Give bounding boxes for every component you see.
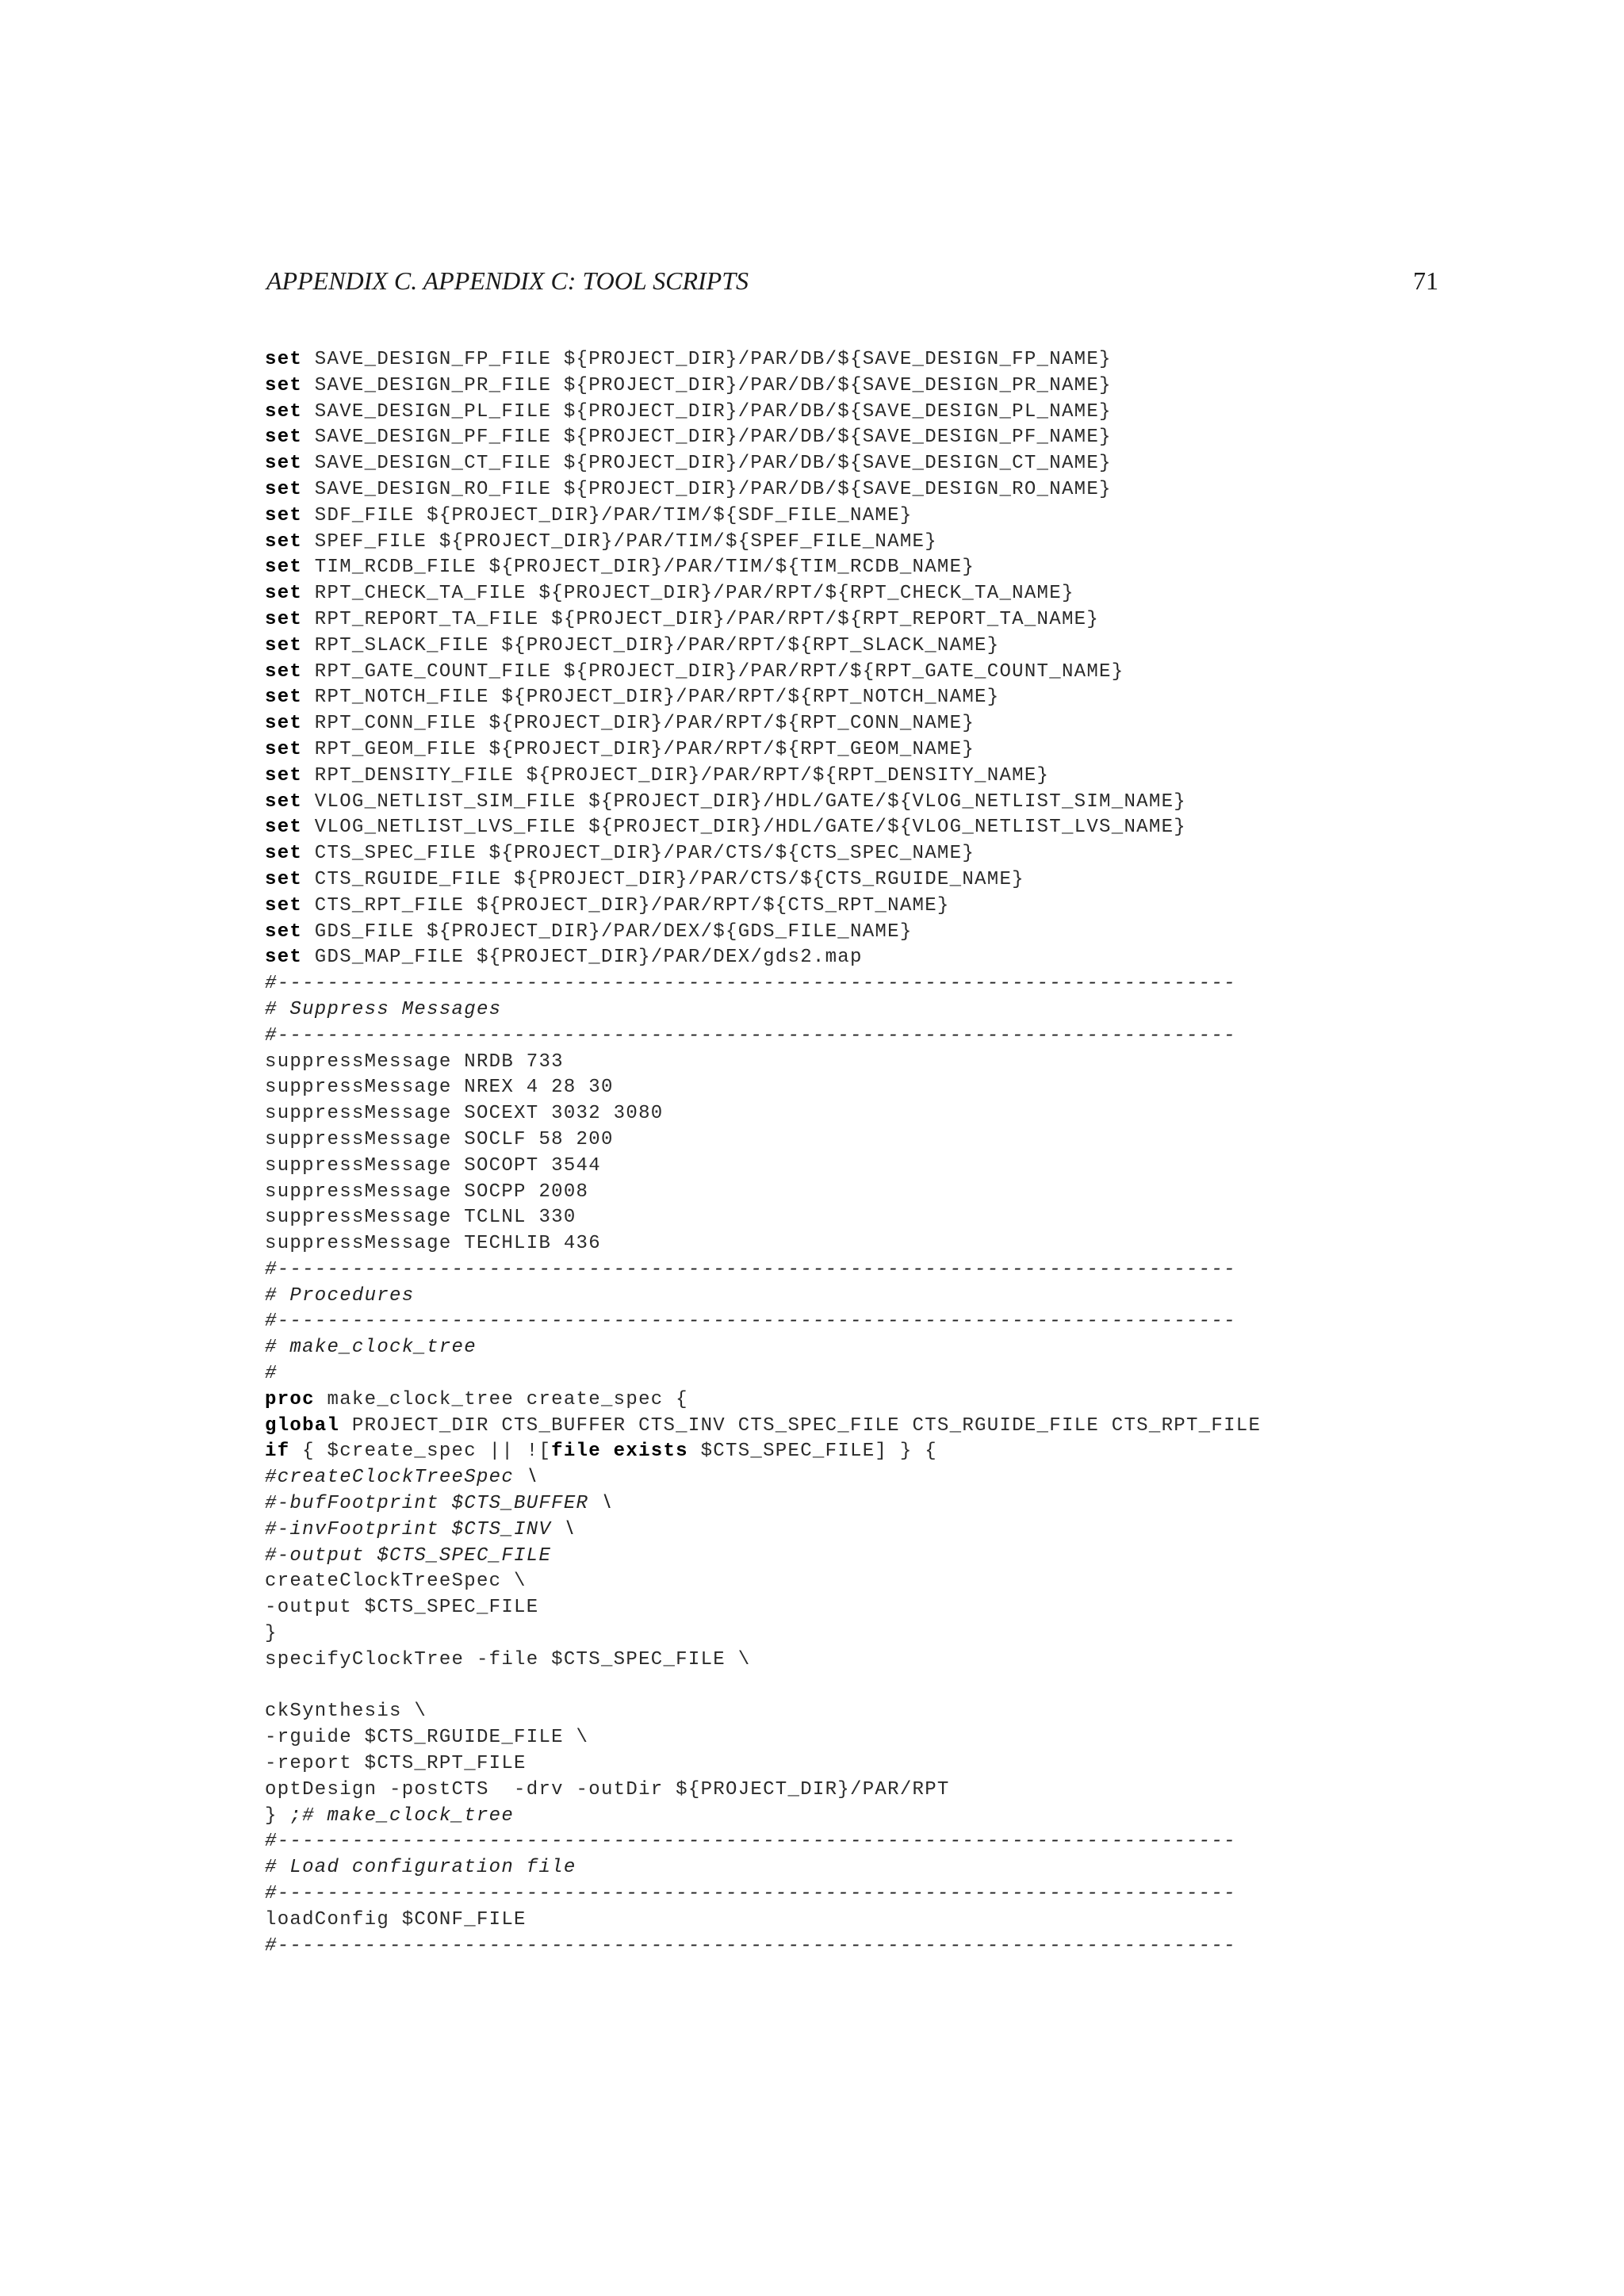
code-text: SAVE_DESIGN_RO_FILE ${PROJECT_DIR}/PAR/DB/${SAVE_DESIGN_RO_NAME} <box>302 478 1112 500</box>
code-text: SAVE_DESIGN_PL_FILE ${PROJECT_DIR}/PAR/DB/${SAVE_DESIGN_PL_NAME} <box>302 400 1112 423</box>
code-keyword: set <box>265 687 303 709</box>
code-line <box>265 1257 1261 1284</box>
code-text: loadConfig $CONF_FILE <box>265 1908 527 1931</box>
code-line <box>265 1361 1261 1387</box>
code-text: $CTS_SPEC_FILE] } { <box>688 1441 937 1463</box>
code-text: -report $CTS_RPT_FILE <box>265 1753 527 1775</box>
code-line <box>265 1647 1261 1674</box>
code-text: ckSynthesis \ <box>265 1701 427 1723</box>
code-text: SPEF_FILE ${PROJECT_DIR}/PAR/TIM/${SPEF_FILE_NAME} <box>302 530 937 553</box>
code-text: SAVE_DESIGN_CT_FILE ${PROJECT_DIR}/PAR/DB/${SAVE_DESIGN_CT_NAME} <box>302 453 1112 475</box>
code-text: RPT_GATE_COUNT_FILE ${PROJECT_DIR}/PAR/RPT/${RPT_GATE_COUNT_NAME} <box>302 660 1124 683</box>
code-keyword: set <box>265 764 303 786</box>
code-text: RPT_DENSITY_FILE ${PROJECT_DIR}/PAR/RPT/${RPT_DENSITY_NAME} <box>302 764 1050 786</box>
code-text: RPT_SLACK_FILE ${PROJECT_DIR}/PAR/RPT/${RPT_SLACK_NAME} <box>302 634 1000 656</box>
code-keyword: set <box>265 817 303 839</box>
code-line <box>265 1725 1261 1751</box>
code-text: -output $CTS_SPEC_FILE <box>265 1597 539 1619</box>
code-line <box>265 841 1261 867</box>
code-text: RPT_CHECK_TA_FILE ${PROJECT_DIR}/PAR/RPT/${RPT_CHECK_TA_NAME} <box>302 583 1074 605</box>
code-comment: #-bufFootprint $CTS_BUFFER \ <box>265 1493 614 1515</box>
code-keyword: set <box>265 660 303 683</box>
code-keyword: set <box>265 790 303 813</box>
code-keyword: set <box>265 374 303 396</box>
code-keyword: set <box>265 349 303 370</box>
code-text: make_clock_tree create_spec { <box>314 1388 688 1410</box>
code-line <box>265 1309 1261 1335</box>
code-comment: #----------------------------------------------------------------------------- <box>265 1831 1236 1853</box>
code-keyword: set <box>265 947 303 969</box>
code-comment: #----------------------------------------------------------------------------- <box>265 1258 1236 1280</box>
code-text: suppressMessage TCLNL 330 <box>265 1207 576 1229</box>
code-keyword: global <box>265 1414 340 1437</box>
code-text: suppressMessage SOCLF 58 200 <box>265 1128 614 1150</box>
code-line <box>265 1881 1261 1908</box>
code-text: suppressMessage SOCOPT 3544 <box>265 1154 601 1177</box>
code-line <box>265 1777 1261 1804</box>
code-line <box>265 1934 1261 1960</box>
code-text: SAVE_DESIGN_FP_FILE ${PROJECT_DIR}/PAR/DB/${SAVE_DESIGN_FP_NAME} <box>302 349 1112 370</box>
code-line <box>265 1517 1261 1544</box>
code-line <box>265 1621 1261 1647</box>
code-comment: # <box>265 1363 278 1385</box>
code-text: CTS_SPEC_FILE ${PROJECT_DIR}/PAR/CTS/${CTS_SPEC_NAME} <box>302 843 975 865</box>
code-line <box>265 1075 1261 1101</box>
code-line <box>265 1804 1261 1830</box>
page-header <box>266 266 1438 301</box>
code-line <box>265 1465 1261 1491</box>
code-line <box>265 607 1261 633</box>
code-line <box>265 347 1261 373</box>
code-line <box>265 997 1261 1024</box>
code-keyword: set <box>265 478 303 500</box>
code-line <box>265 477 1261 503</box>
code-keyword: set <box>265 427 303 449</box>
code-line <box>265 1908 1261 1934</box>
code-keyword: set <box>265 843 303 865</box>
code-line <box>265 790 1261 816</box>
code-line <box>265 1335 1261 1361</box>
code-line <box>265 711 1261 737</box>
code-comment: # Load configuration file <box>265 1857 576 1879</box>
code-line <box>265 451 1261 477</box>
code-comment: #----------------------------------------------------------------------------- <box>265 1934 1236 1957</box>
code-text: specifyClockTree -file $CTS_SPEC_FILE \ <box>265 1648 751 1670</box>
code-text: VLOG_NETLIST_SIM_FILE ${PROJECT_DIR}/HDL/GATE/${VLOG_NETLIST_SIM_NAME} <box>302 790 1186 813</box>
code-text: GDS_FILE ${PROJECT_DIR}/PAR/DEX/${GDS_FILE_NAME} <box>302 920 913 943</box>
code-line <box>265 1154 1261 1180</box>
code-text: RPT_NOTCH_FILE ${PROJECT_DIR}/PAR/RPT/${RPT_NOTCH_NAME} <box>302 687 1000 709</box>
code-line <box>265 920 1261 946</box>
code-keyword: set <box>265 713 303 735</box>
code-line <box>265 1231 1261 1257</box>
code-line <box>265 1024 1261 1050</box>
code-text: TIM_RCDB_FILE ${PROJECT_DIR}/PAR/TIM/${TIM_RCDB_NAME} <box>302 557 975 579</box>
code-comment: #----------------------------------------------------------------------------- <box>265 1883 1236 1905</box>
code-comment: #-output $CTS_SPEC_FILE <box>265 1544 552 1567</box>
code-text: RPT_GEOM_FILE ${PROJECT_DIR}/PAR/RPT/${RPT_GEOM_NAME} <box>302 738 975 760</box>
code-line <box>265 1751 1261 1777</box>
code-line <box>265 1205 1261 1231</box>
code-text: -rguide $CTS_RGUIDE_FILE \ <box>265 1727 589 1749</box>
code-keyword: set <box>265 894 303 916</box>
code-text: } <box>265 1804 290 1827</box>
code-keyword: file exists <box>551 1441 688 1463</box>
code-comment: #----------------------------------------------------------------------------- <box>265 1024 1236 1047</box>
code-keyword: set <box>265 504 303 526</box>
code-line <box>265 581 1261 607</box>
code-line <box>265 763 1261 790</box>
code-comment: # Procedures <box>265 1284 415 1307</box>
code-line <box>265 1101 1261 1127</box>
code-line <box>265 867 1261 894</box>
code-keyword: set <box>265 400 303 423</box>
code-text: suppressMessage NRDB 733 <box>265 1050 564 1073</box>
code-line <box>265 1699 1261 1725</box>
code-line <box>265 685 1261 711</box>
code-comment: #createClockTreeSpec \ <box>265 1467 539 1489</box>
code-line <box>265 1674 1261 1700</box>
code-line <box>265 1439 1261 1465</box>
code-line <box>265 737 1261 763</box>
code-line <box>265 1387 1261 1414</box>
code-keyword: if <box>265 1441 290 1463</box>
code-line <box>265 815 1261 841</box>
code-line <box>265 503 1261 530</box>
code-line <box>265 400 1261 426</box>
code-text: suppressMessage SOCEXT 3032 3080 <box>265 1103 664 1125</box>
code-line <box>265 1050 1261 1076</box>
code-text: RPT_CONN_FILE ${PROJECT_DIR}/PAR/RPT/${RPT_CONN_NAME} <box>302 713 975 735</box>
code-keyword: set <box>265 920 303 943</box>
code-text: suppressMessage TECHLIB 436 <box>265 1233 601 1255</box>
code-line <box>265 1284 1261 1310</box>
code-keyword: set <box>265 868 303 890</box>
code-listing <box>265 347 1261 1959</box>
code-line <box>265 945 1261 971</box>
code-keyword: set <box>265 530 303 553</box>
code-text: suppressMessage NREX 4 28 30 <box>265 1077 614 1099</box>
code-line <box>265 660 1261 686</box>
code-keyword: set <box>265 557 303 579</box>
code-line <box>265 633 1261 660</box>
code-line <box>265 894 1261 920</box>
code-line <box>265 373 1261 400</box>
code-keyword: set <box>265 583 303 605</box>
code-keyword: set <box>265 634 303 656</box>
code-text: RPT_REPORT_TA_FILE ${PROJECT_DIR}/PAR/RPT/${RPT_REPORT_TA_NAME} <box>302 608 1100 630</box>
code-line <box>265 425 1261 451</box>
code-text: PROJECT_DIR CTS_BUFFER CTS_INV CTS_SPEC_FILE CTS_RGUIDE_FILE CTS_RPT_FILE <box>339 1414 1262 1437</box>
code-text: createClockTreeSpec \ <box>265 1571 527 1593</box>
code-comment: #-invFootprint $CTS_INV \ <box>265 1518 576 1540</box>
code-text: } <box>265 1623 278 1645</box>
code-comment: #----------------------------------------------------------------------------- <box>265 973 1236 995</box>
code-text: SDF_FILE ${PROJECT_DIR}/PAR/TIM/${SDF_FILE_NAME} <box>302 504 913 526</box>
code-text: SAVE_DESIGN_PF_FILE ${PROJECT_DIR}/PAR/DB/${SAVE_DESIGN_PF_NAME} <box>302 427 1112 449</box>
code-comment: ;# make_clock_tree <box>289 1804 515 1827</box>
code-line <box>265 555 1261 581</box>
code-keyword: set <box>265 738 303 760</box>
code-line <box>265 1127 1261 1154</box>
code-keyword: set <box>265 608 303 630</box>
code-text: CTS_RPT_FILE ${PROJECT_DIR}/PAR/RPT/${CTS_RPT_NAME} <box>302 894 950 916</box>
code-line <box>265 1829 1261 1855</box>
code-line <box>265 1180 1261 1206</box>
code-text: suppressMessage SOCPP 2008 <box>265 1181 589 1203</box>
code-text: CTS_RGUIDE_FILE ${PROJECT_DIR}/PAR/CTS/${CTS_RGUIDE_NAME} <box>302 868 1025 890</box>
page-number: 71 <box>1413 266 1438 295</box>
code-line <box>265 1414 1261 1440</box>
code-line <box>265 1491 1261 1517</box>
code-line <box>265 971 1261 997</box>
code-text: { $create_spec || ![ <box>289 1441 552 1463</box>
code-line <box>265 1544 1261 1570</box>
code-comment: # Suppress Messages <box>265 998 502 1020</box>
code-line <box>265 530 1261 556</box>
code-line <box>265 1855 1261 1881</box>
code-comment: # make_clock_tree <box>265 1337 477 1359</box>
code-line <box>265 1569 1261 1595</box>
code-comment: #----------------------------------------------------------------------------- <box>265 1311 1236 1333</box>
code-text: SAVE_DESIGN_PR_FILE ${PROJECT_DIR}/PAR/DB/${SAVE_DESIGN_PR_NAME} <box>302 374 1112 396</box>
code-keyword: proc <box>265 1388 315 1410</box>
code-text: VLOG_NETLIST_LVS_FILE ${PROJECT_DIR}/HDL/GATE/${VLOG_NETLIST_LVS_NAME} <box>302 817 1186 839</box>
code-text: optDesign -postCTS -drv -outDir ${PROJECT_DIR}/PAR/RPT <box>265 1778 950 1800</box>
code-text: GDS_MAP_FILE ${PROJECT_DIR}/PAR/DEX/gds2.map <box>302 947 863 969</box>
running-title: APPENDIX C. APPENDIX C: TOOL SCRIPTS <box>266 266 749 295</box>
code-keyword: set <box>265 453 303 475</box>
code-line <box>265 1595 1261 1621</box>
